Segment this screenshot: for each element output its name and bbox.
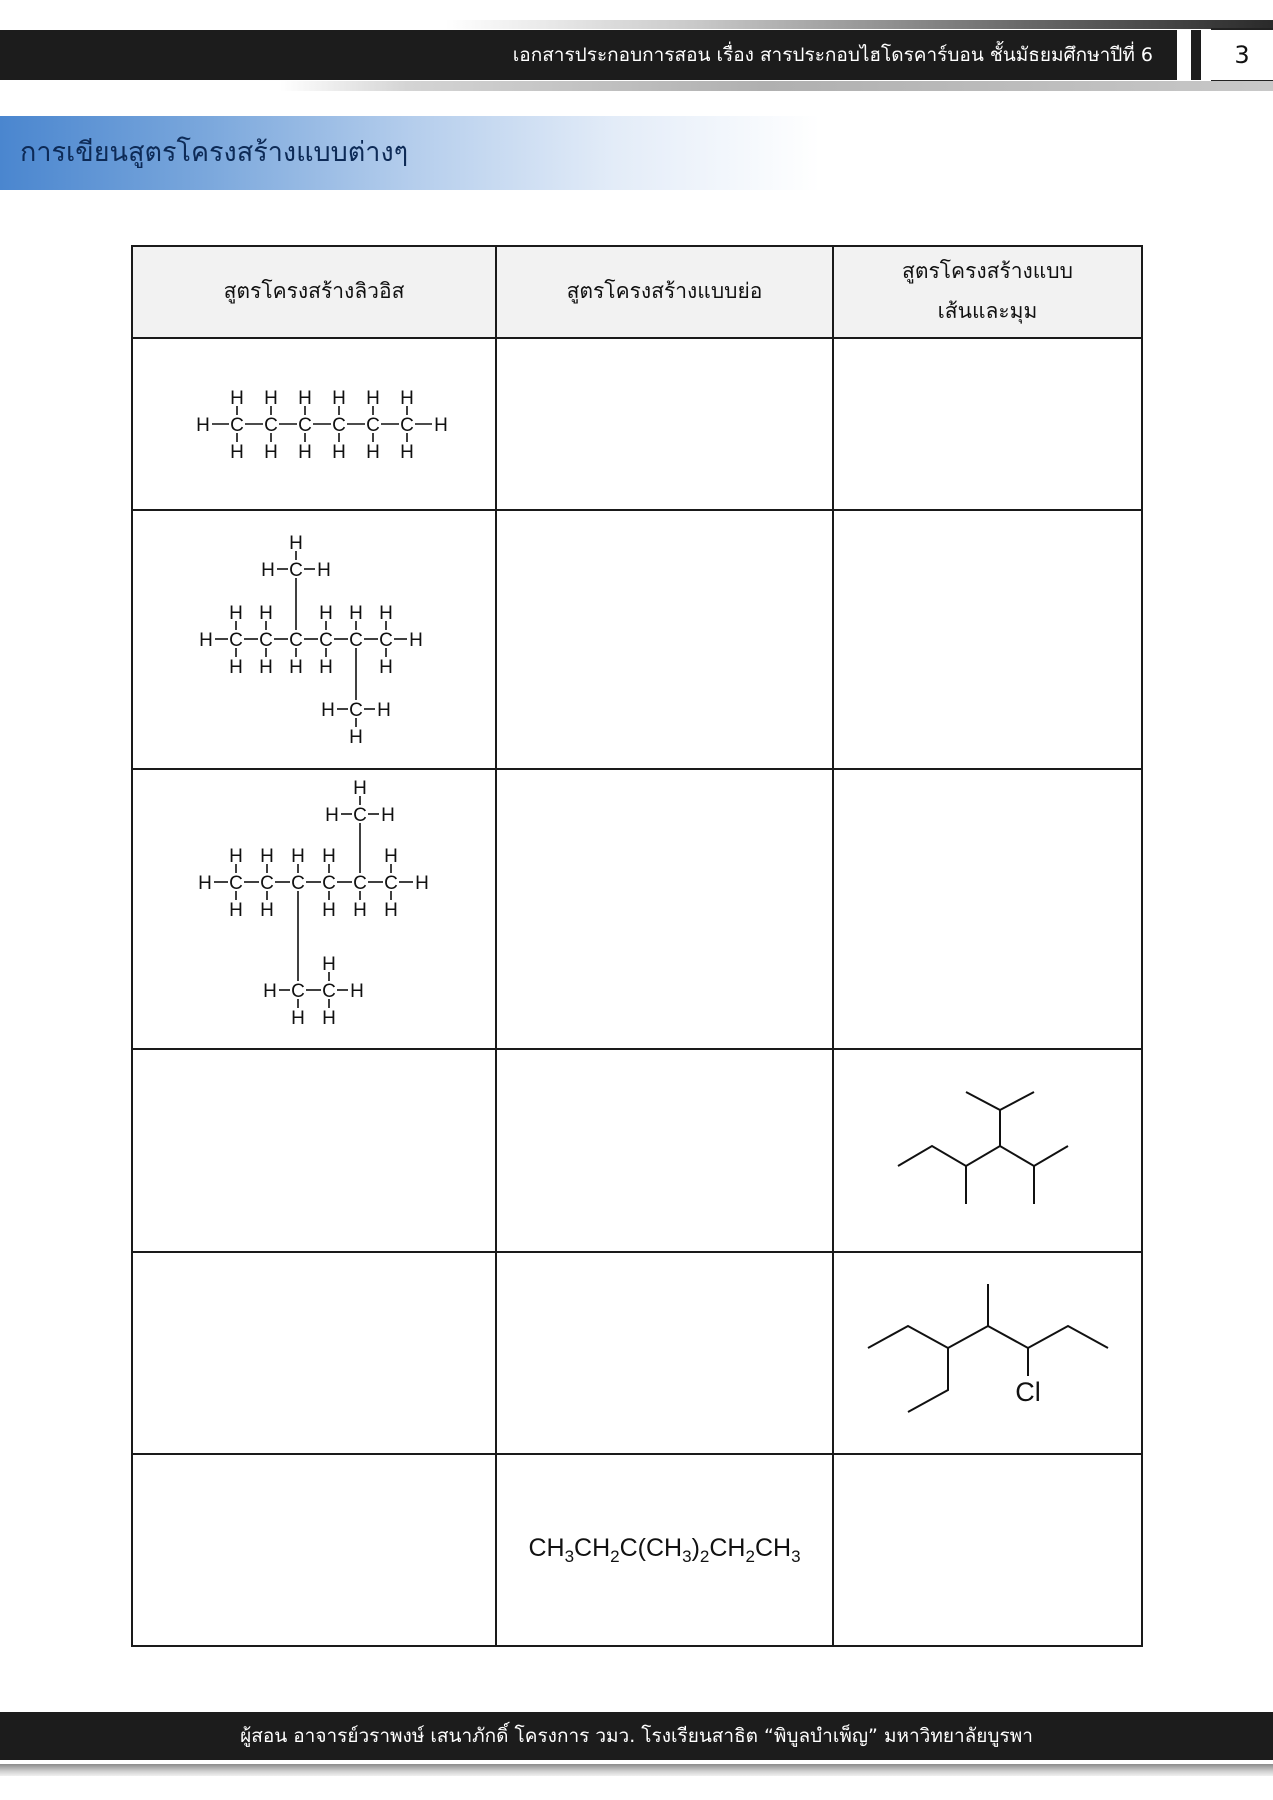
hydrogen-atom: H bbox=[377, 700, 391, 721]
carbon-atom: C bbox=[353, 805, 367, 826]
hydrogen-atom: H bbox=[261, 560, 275, 581]
carbon-atom: C bbox=[379, 630, 393, 651]
header-separator bbox=[1177, 30, 1191, 80]
lewis-structure-3 bbox=[194, 778, 434, 1034]
table-row bbox=[132, 510, 1142, 769]
table-row bbox=[132, 1454, 1142, 1646]
carbon-atom: C bbox=[319, 630, 333, 651]
table-row bbox=[132, 1049, 1142, 1252]
carbon-atom: C bbox=[230, 415, 244, 436]
table-header-row bbox=[132, 246, 1142, 338]
hydrogen-atom: H bbox=[322, 1008, 336, 1029]
hydrogen-atom: H bbox=[325, 805, 339, 826]
hydrogen-atom: H bbox=[196, 415, 210, 436]
carbon-atom: C bbox=[349, 630, 363, 651]
hydrogen-atom: H bbox=[199, 630, 213, 651]
hydrogen-atom: H bbox=[263, 981, 277, 1002]
header-separator bbox=[1201, 30, 1211, 80]
carbon-atom: C bbox=[322, 873, 336, 894]
hydrogen-atom: H bbox=[349, 727, 363, 748]
structure-table bbox=[131, 245, 1143, 1647]
hydrogen-atom: H bbox=[317, 560, 331, 581]
hydrogen-atom: H bbox=[260, 900, 274, 921]
footer-text: ผู้สอน อาจารย์วราพงษ์ เสนาภักดิ์ โครงการ วมว. โรงเรียนสาธิต “พิบูลบำเพ็ญ” มหาวิทยาลัยบูรพา bbox=[240, 1725, 1033, 1747]
hydrogen-atom: H bbox=[230, 388, 244, 409]
carbon-atom: C bbox=[264, 415, 278, 436]
hydrogen-atom: H bbox=[332, 388, 346, 409]
cell-line[interactable] bbox=[833, 1454, 1142, 1646]
hydrogen-atom: H bbox=[322, 900, 336, 921]
hydrogen-atom: H bbox=[400, 388, 414, 409]
hydrogen-atom: H bbox=[322, 954, 336, 975]
carbon-atom: C bbox=[289, 630, 303, 651]
header-condensed: สูตรโครงสร้างแบบย่อ bbox=[496, 246, 833, 338]
page-number: 3 bbox=[1211, 28, 1273, 82]
carbon-atom: C bbox=[400, 415, 414, 436]
hydrogen-atom: H bbox=[291, 1008, 305, 1029]
carbon-atom: C bbox=[229, 873, 243, 894]
hydrogen-atom: H bbox=[298, 442, 312, 463]
table-row bbox=[132, 338, 1142, 510]
cell-lewis bbox=[132, 338, 496, 510]
header-bottom-gradient-line bbox=[0, 81, 1273, 91]
lewis-structure-2 bbox=[194, 527, 434, 752]
hydrogen-atom: H bbox=[381, 805, 395, 826]
carbon-atom: C bbox=[332, 415, 346, 436]
ethyl-branch-bond bbox=[908, 1348, 948, 1412]
cell-line[interactable] bbox=[833, 510, 1142, 769]
cell-condensed[interactable] bbox=[496, 510, 833, 769]
header-top-gradient-line bbox=[0, 20, 1273, 29]
hydrogen-atom: H bbox=[291, 846, 305, 867]
hydrogen-atom: H bbox=[350, 981, 364, 1002]
cell-lewis[interactable] bbox=[132, 1049, 496, 1252]
cell-lewis[interactable] bbox=[132, 1454, 496, 1646]
cell-condensed[interactable] bbox=[496, 769, 833, 1049]
cell-condensed[interactable] bbox=[496, 338, 833, 510]
hydrogen-atom: H bbox=[322, 846, 336, 867]
chlorine-label: Cl bbox=[1014, 1377, 1041, 1407]
section-title: การเขียนสูตรโครงสร้างแบบต่างๆ bbox=[20, 137, 409, 168]
header-title: เอกสารประกอบการสอน เรื่อง สารประกอบไฮโดรคาร์บอน ชั้นมัธยมศึกษาปีที่ 6 bbox=[512, 44, 1153, 66]
skeletal-structure-1 bbox=[888, 1086, 1088, 1216]
isopropyl-branch-bond bbox=[1000, 1092, 1034, 1110]
hydrogen-atom: H bbox=[321, 700, 335, 721]
carbon-atom: C bbox=[259, 630, 273, 651]
hydrogen-atom: H bbox=[353, 900, 367, 921]
hydrogen-atom: H bbox=[298, 388, 312, 409]
hydrogen-atom: H bbox=[230, 442, 244, 463]
carbon-atom: C bbox=[260, 873, 274, 894]
lewis-structure-1 bbox=[189, 369, 448, 479]
cell-line[interactable] bbox=[833, 338, 1142, 510]
hydrogen-atom: H bbox=[400, 442, 414, 463]
hydrogen-atom: H bbox=[229, 846, 243, 867]
hydrogen-atom: H bbox=[198, 873, 212, 894]
hydrogen-atom: H bbox=[366, 442, 380, 463]
cell-line[interactable] bbox=[833, 769, 1142, 1049]
hydrogen-atom: H bbox=[319, 603, 333, 624]
hydrogen-atom: H bbox=[379, 657, 393, 678]
carbon-atom: C bbox=[229, 630, 243, 651]
hydrogen-atom: H bbox=[384, 846, 398, 867]
hydrogen-atom: H bbox=[259, 603, 273, 624]
cell-lewis bbox=[132, 769, 496, 1049]
hydrogen-atom: H bbox=[289, 533, 303, 554]
header-line-angle-line2: เส้นและมุม bbox=[937, 299, 1038, 323]
hydrogen-atom: H bbox=[415, 873, 429, 894]
hydrogen-atom: H bbox=[353, 778, 367, 799]
hydrogen-atom: H bbox=[264, 388, 278, 409]
hydrogen-atom: H bbox=[332, 442, 346, 463]
hydrogen-atom: H bbox=[289, 657, 303, 678]
carbon-atom: C bbox=[298, 415, 312, 436]
hydrogen-atom: H bbox=[384, 900, 398, 921]
main-chain-bond bbox=[898, 1146, 1068, 1166]
header-line-angle-line1: สูตรโครงสร้างแบบ bbox=[902, 259, 1073, 284]
cell-lewis[interactable] bbox=[132, 1252, 496, 1454]
header-line-angle bbox=[833, 246, 1142, 338]
cell-line bbox=[833, 1252, 1142, 1454]
carbon-atom: C bbox=[291, 873, 305, 894]
carbon-atom: C bbox=[353, 873, 367, 894]
carbon-atom: C bbox=[322, 981, 336, 1002]
carbon-atom: C bbox=[289, 560, 303, 581]
cell-condensed[interactable] bbox=[496, 1252, 833, 1454]
hydrogen-atom: H bbox=[264, 442, 278, 463]
condensed-formula: $CH_3CH_2C(CH_3)_2CH_2CH_3$ bbox=[528, 1533, 801, 1566]
table-row bbox=[132, 1252, 1142, 1454]
skeletal-structure-2 bbox=[853, 1278, 1123, 1428]
footer-gradient-line bbox=[0, 1764, 1273, 1776]
table-row bbox=[132, 769, 1142, 1049]
hydrogen-atom: H bbox=[229, 603, 243, 624]
hydrogen-atom: H bbox=[366, 388, 380, 409]
carbon-atom: C bbox=[366, 415, 380, 436]
hydrogen-atom: H bbox=[409, 630, 423, 651]
hydrogen-atom: H bbox=[434, 415, 448, 436]
cell-condensed bbox=[496, 1454, 833, 1646]
isopropyl-branch-bond bbox=[966, 1092, 1000, 1146]
hydrogen-atom: H bbox=[379, 603, 393, 624]
cell-condensed[interactable] bbox=[496, 1049, 833, 1252]
cell-line bbox=[833, 1049, 1142, 1252]
carbon-atom: C bbox=[349, 700, 363, 721]
hydrogen-atom: H bbox=[259, 657, 273, 678]
hydrogen-atom: H bbox=[260, 846, 274, 867]
cell-lewis bbox=[132, 510, 496, 769]
hydrogen-atom: H bbox=[319, 657, 333, 678]
header-lewis: สูตรโครงสร้างลิวอิส bbox=[132, 246, 496, 338]
carbon-atom: C bbox=[384, 873, 398, 894]
hydrogen-atom: H bbox=[229, 657, 243, 678]
carbon-atom: C bbox=[291, 981, 305, 1002]
hydrogen-atom: H bbox=[229, 900, 243, 921]
hydrogen-atom: H bbox=[349, 603, 363, 624]
main-chain-bond bbox=[868, 1326, 1108, 1348]
